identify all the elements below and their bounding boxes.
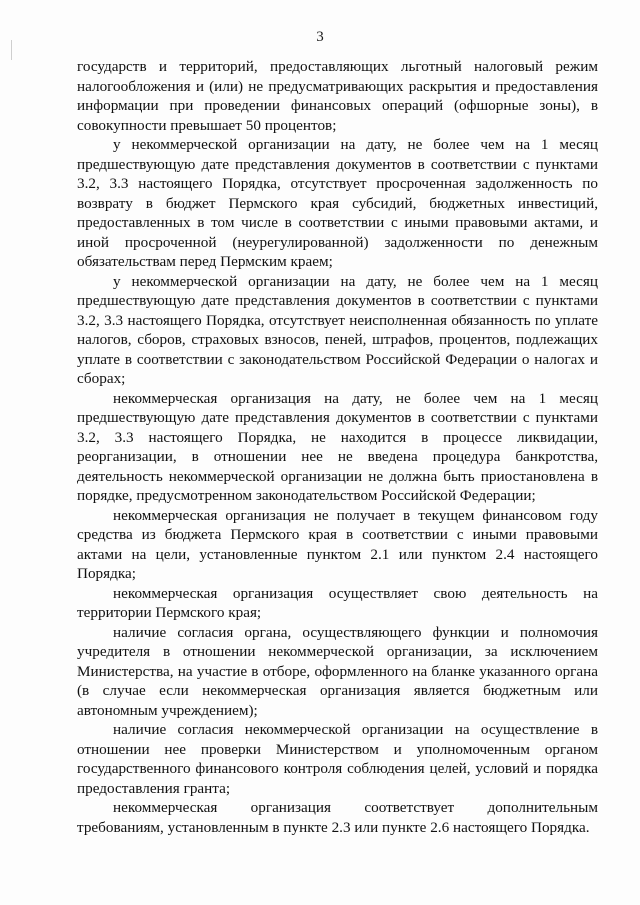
paragraph-additional-requirements: некоммерческая организация соответствует дополнительным требованиям, установленным в пункте 2.3 или пункте 2.6 настоящего Порядка. (77, 799, 598, 836)
paragraph-no-other-funding: некоммерческая организация не получает в текущем финансовом году средства из бюджета Пермского края в соответствии с иными правовыми актами на цели, установленные пунктом 2.1 или пунктом 2.4 настоящего Порядка; (77, 506, 598, 582)
paragraph-not-in-liquidation: некоммерческая организация на дату, не более чем на 1 месяц предшествующую дате представления документов в соответствии с пунктами 3.2, 3.3 настоящего Порядка, не находится в процессе ликвидации, реорганизации, в отношении нее не введена процедура банкротства, деятельность некоммерческой организации не должна быть приостановлена в порядке, предусмотренном законодательством Российской Федерации; (77, 389, 598, 504)
document-body (77, 57, 598, 837)
paragraph-founder-consent: наличие согласия органа, осуществляющего функции и полномочия учредителя в отношении некоммерческой организации, за исключением Министерства, на участие в отборе, оформленного на бланке указанного органа (в случае если некоммерческая организация является бюджетным или автономным учреждением); (77, 623, 598, 719)
paragraph-inspection-consent: наличие согласия некоммерческой организации на осуществление в отношении нее проверки Министерством и уполномоченным органом государственного финансового контроля соблюдения целей, условий и порядка предоставления гранта; (77, 721, 598, 797)
paragraph-no-overdue-debt: у некоммерческой организации на дату, не более чем на 1 месяц предшествующую дате представления документов в соответствии с пунктами 3.2, 3.3 настоящего Порядка, отсутствует просроченная задолженность по возврату в бюджет Пермского края субсидий, бюджетных инвестиций, предоставленных в том числе в соответствии с иными правовыми актами, и иной просроченной (неурегулированной) задолженности по денежным обязательствам перед Пермским краем; (77, 136, 598, 270)
paragraph-territory: некоммерческая организация осуществляет свою деятельность на территории Пермского края; (77, 584, 598, 621)
paragraph-offshore-share: государств и территорий, предоставляющих льготный налоговый режим налогообложения и (или) не предусматривающих раскрытия и предоставления информации при проведении финансовых операций (офшорные зоны), в совокупности превышает 50 процентов; (77, 58, 598, 134)
page-number: 3 (316, 29, 324, 45)
paragraph-no-tax-arrears: у некоммерческой организации на дату, не более чем на 1 месяц предшествующую дате представления документов в соответствии с пунктами 3.2, 3.3 настоящего Порядка, отсутствует неисполненная обязанность по уплате налогов, сборов, страховых взносов, пеней, штрафов, процентов, подлежащих уплате в соответствии с законодательством Российской Федерации о налогах и сборах; (77, 272, 598, 387)
